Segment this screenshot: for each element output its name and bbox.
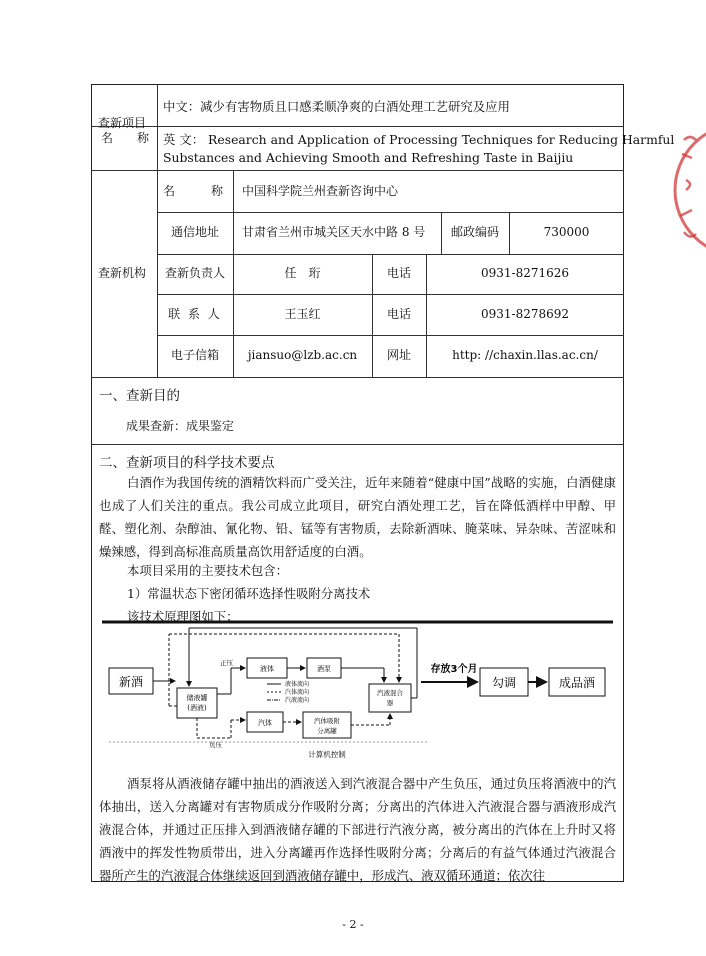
storage-tank-sub: (酒液) (187, 704, 207, 712)
section2-paragraph4: 该技术原理图如下： (127, 609, 239, 624)
address-label: 通信地址 (170, 225, 219, 239)
project-label-line2: 名 称 (101, 131, 156, 145)
page-number: - 2 - (342, 918, 364, 931)
liquid-label: 液体 (260, 665, 274, 673)
section2-heading: 二、查新项目的科学技术要点 (99, 455, 275, 471)
section2-paragraph2: 本项目采用的主要技术包含： (127, 563, 289, 578)
product-label: 成品酒 (558, 676, 596, 690)
agency-label: 查新机构 (98, 266, 147, 280)
mixer-label-line2: 器 (386, 699, 394, 707)
section1-heading: 一、查新目的 (99, 388, 180, 404)
divider (91, 170, 624, 171)
section1-body: 成果查新：成果鉴定 (126, 419, 235, 433)
project-name-en-line2: Substances and Achieving Smooth and Refreshing Taste in Baijiu (163, 150, 574, 165)
store-label: 存放3个月 (430, 664, 478, 675)
separator-label-line1: 汽体吸附 (314, 717, 340, 725)
divider (91, 126, 624, 127)
agency-name-label: 名 称 (162, 184, 227, 198)
phone2-label: 电话 (386, 307, 411, 321)
new-liquor-label: 新酒 (118, 675, 144, 689)
divider (157, 294, 624, 295)
divider (157, 254, 624, 255)
leader-value: 任 珩 (284, 266, 321, 280)
email-value[interactable]: jiansuo@lzb.ac.cn (247, 348, 358, 362)
legend-gas: 汽体流向 (285, 689, 310, 696)
blend-label: 勾调 (491, 676, 517, 690)
divider (91, 377, 624, 378)
legend-liquid: 液体流向 (285, 681, 310, 688)
storage-tank-label: 储液罐 (186, 694, 208, 702)
pump-label: 酒泵 (317, 665, 331, 673)
divider (91, 444, 624, 445)
process-diagram (99, 620, 616, 760)
project-name-en-line1: 英 文： Research and Application of Processing Techniques for Reducing Harmful (163, 132, 675, 147)
phone1-value: 0931-8271626 (480, 266, 570, 280)
storage-tank-box (177, 688, 217, 718)
project-label-line1: 查新项目 (98, 116, 147, 130)
legend-mixed: 汽液流向 (285, 697, 310, 704)
section2-paragraph1: 白酒作为我国传统的酒精饮料而广受关注，近年来随着“健康中国”战略的实施，白酒健康也成了人们关注的重点。我公司成立此项目，研究白酒处理工艺，旨在降低酒样中甲醇、甲醛、塑化剂、杂醇油、氰化物、铅、锰等有害物质，去除新酒味、腌菜味、异杂味、苦涩味和燥辣感，得到高标准高质量高饮用舒适度的白酒。 (99, 475, 616, 559)
divider (157, 335, 624, 336)
divider (157, 212, 624, 213)
email-label: 电子信箱 (170, 348, 219, 362)
computer-control-label: 计算机控制 (308, 750, 346, 759)
postcode-label: 邮政编码 (450, 225, 499, 239)
postcode-value: 730000 (543, 225, 590, 239)
section2-paragraph5: 酒泵将从酒液储存罐中抽出的酒液送入到汽液混合器中产生负压，通过负压将酒液中的汽体抽出，送入分离罐对有害物质成分作吸附分离；分离出的汽体进入汽液混合器与酒液形成汽液混合体，并通过正压排入到酒液储存罐的下部进行汽液分离，被分离出的汽体在上升时又将酒液中的挥发性物质带出，进入分离罐再作选择性吸附分离；分离后的有益气体通过汽液混合器所产生的汽液混合体继续返回到酒液储存罐中，形成汽、液双循环通道；依次往 (99, 776, 616, 883)
negative-pressure-label: 负压 (209, 741, 222, 749)
mixer-label-line1: 汽液混合 (377, 689, 403, 697)
section2-paragraph3: 1）常温状态下密闭循环选择性吸附分离技术 (127, 586, 371, 601)
address-value: 甘肃省兰州市城关区天水中路 8 号 (242, 225, 426, 239)
phone-label: 电话 (386, 266, 411, 280)
leader-label: 查新负责人 (164, 266, 225, 280)
phone2-value: 0931-8278692 (480, 307, 570, 321)
separator-label-line2: 分离罐 (317, 727, 337, 735)
project-name-zh: 中文：减少有害物质且口感柔顺净爽的白酒处理工艺研究及应用 (163, 99, 510, 114)
gas-label: 汽体 (258, 719, 272, 727)
agency-name-value: 中国科学院兰州查新咨询中心 (242, 184, 399, 198)
web-label: 网址 (386, 348, 411, 362)
red-seal-stamp (666, 120, 706, 260)
contact-value: 王玉红 (284, 307, 321, 321)
positive-pressure-label: 正压 (220, 659, 233, 667)
contact-label: 联 系 人 (168, 307, 222, 321)
web-value[interactable]: http: //chaxin.llas.ac.cn/ (452, 348, 598, 362)
